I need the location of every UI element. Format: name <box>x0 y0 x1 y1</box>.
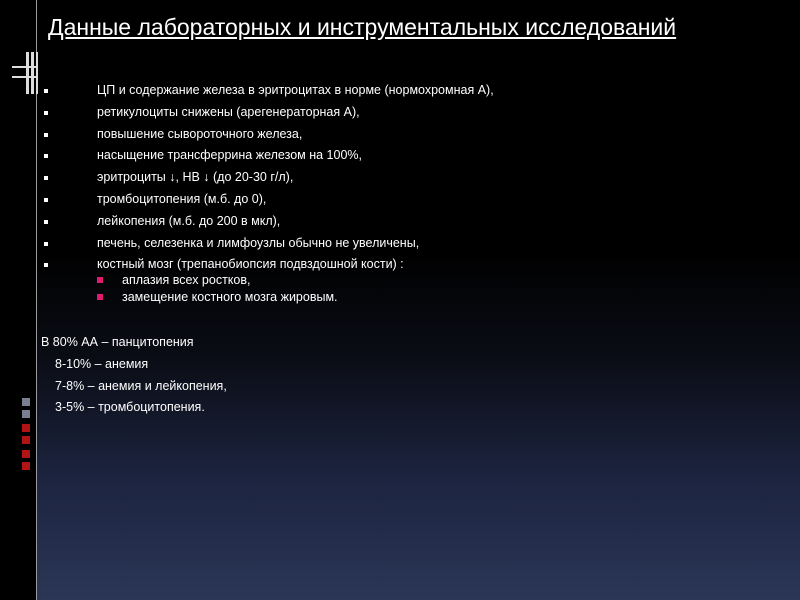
sub-bullet-marker-icon <box>97 277 103 283</box>
bullet-text: повышение сывороточного железа, <box>97 126 303 141</box>
bullet-marker-icon <box>44 220 48 224</box>
bullet-marker-icon <box>44 111 48 115</box>
bullet-text: лейкопения (м.б. до 200 в мкл), <box>97 213 281 228</box>
bullet-list <box>40 80 780 276</box>
bullet-marker-icon <box>44 133 48 137</box>
decor-square-red <box>22 424 30 432</box>
bullet-text: ретикулоциты снижены (арегенераторная А), <box>97 104 360 119</box>
list-item <box>40 124 780 146</box>
stats-block <box>41 332 227 419</box>
sub-bullet-text: замещение костного мозга жировым. <box>122 290 338 304</box>
bullet-text: костный мозг (трепанобиопсия подвздошной кости) : <box>97 257 404 272</box>
bullet-text: ЦП и содержание железа в эритроцитах в норме (нормохромная А), <box>97 83 494 97</box>
bullet-text: эритроциты ↓, НВ ↓ (до 20-30 г/л), <box>97 170 294 185</box>
list-item <box>40 80 780 102</box>
bullet-text: печень, селезенка и лимфоузлы обычно не увеличены, <box>97 235 420 250</box>
decor-square-gray <box>22 410 30 418</box>
list-item <box>40 145 780 167</box>
stats-line: 7-8% – анемия и лейкопения, <box>55 378 227 393</box>
decor-square-gray <box>22 398 30 406</box>
bullet-marker-icon <box>44 242 48 246</box>
bullet-marker-icon <box>44 263 48 267</box>
decor-square-red <box>22 450 30 458</box>
corner-decoration-icon <box>12 52 38 94</box>
sub-bullet-marker-icon <box>97 294 103 300</box>
bullet-text: насыщение трансферрина железом на 100%, <box>97 148 362 163</box>
sub-bullet-text: аплазия всех ростков, <box>122 273 251 287</box>
stats-line: 3-5% – тромбоцитопения. <box>55 400 205 415</box>
list-item <box>40 167 780 189</box>
list-item <box>40 189 780 211</box>
bullet-text: тромбоцитопения (м.б. до 0), <box>97 191 267 206</box>
sub-list-item <box>40 272 338 289</box>
list-item <box>40 102 780 124</box>
bullet-marker-icon <box>44 154 48 158</box>
bullet-marker-icon <box>44 89 48 93</box>
list-item <box>40 233 780 255</box>
decor-square-red <box>22 436 30 444</box>
decor-square-red <box>22 462 30 470</box>
slide-title: Данные лабораторных и инструментальных исследований <box>48 14 677 40</box>
bullet-marker-icon <box>44 176 48 180</box>
stats-line: В 80% АА – панцитопения <box>41 335 194 349</box>
stats-line: 8-10% – анемия <box>55 356 149 371</box>
sub-bullet-list <box>40 272 338 306</box>
list-item <box>40 211 780 233</box>
bullet-marker-icon <box>44 198 48 202</box>
sub-list-item <box>40 289 338 306</box>
